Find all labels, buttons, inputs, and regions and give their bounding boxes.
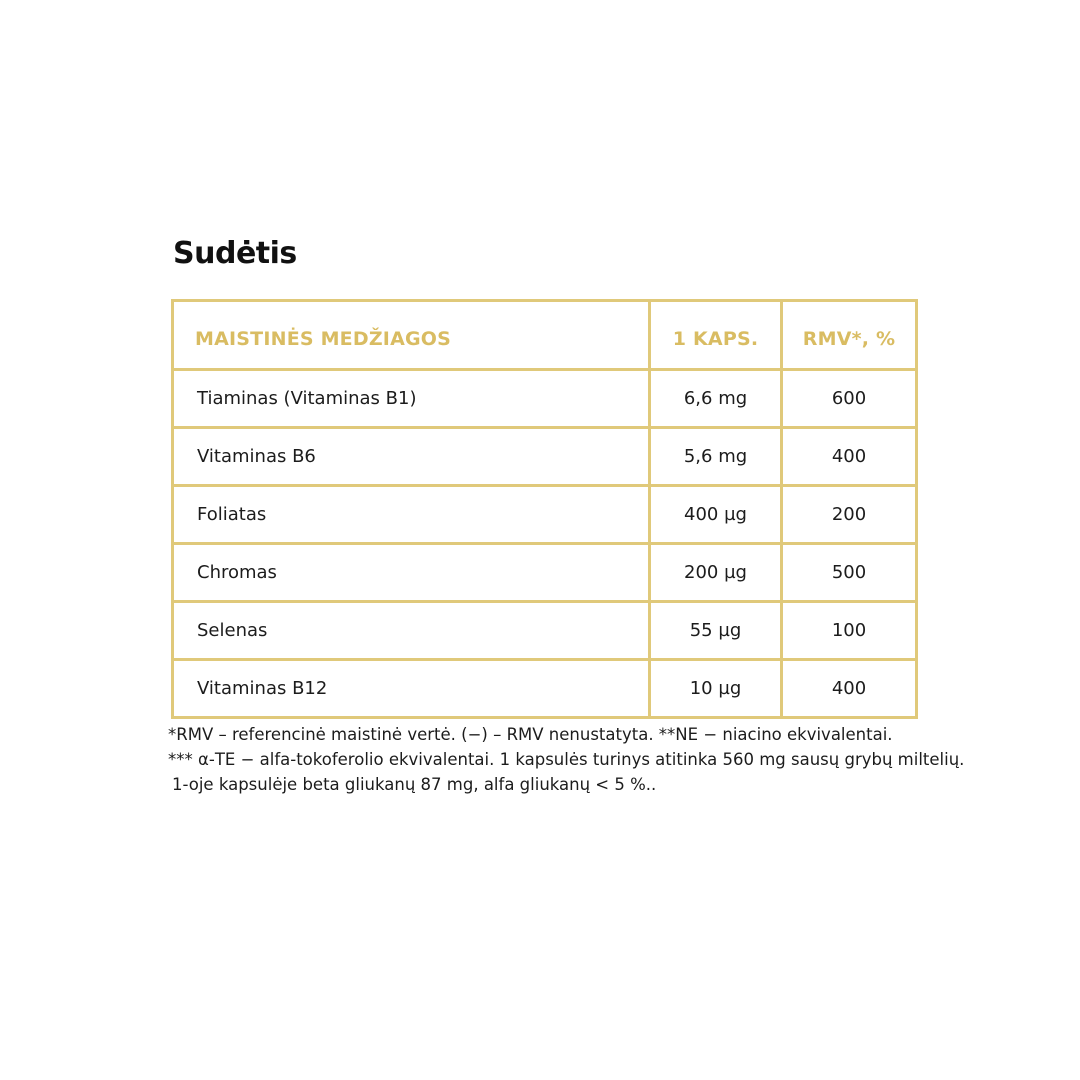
nutrient-name: Vitaminas B6 [173, 428, 650, 486]
nutrient-amount: 5,6 mg [650, 428, 782, 486]
table-body [173, 370, 917, 718]
nutrient-rmv: 400 [782, 660, 917, 718]
nutrition-table [171, 299, 918, 719]
nutrient-rmv: 200 [782, 486, 917, 544]
header-rmv-percent: RMV*, % [782, 301, 917, 370]
table-row [173, 602, 917, 660]
header-nutrients: MAISTINĖS MEDŽIAGOS [173, 301, 650, 370]
table-row [173, 660, 917, 718]
header-row [173, 301, 917, 370]
table-row [173, 544, 917, 602]
nutrient-name: Chromas [173, 544, 650, 602]
nutrient-name: Vitaminas B12 [173, 660, 650, 718]
table-header [173, 301, 917, 370]
nutrient-amount: 6,6 mg [650, 370, 782, 428]
table-row [173, 370, 917, 428]
header-per-capsule: 1 KAPS. [650, 301, 782, 370]
table-row [173, 486, 917, 544]
nutrient-name: Foliatas [173, 486, 650, 544]
footnote-glucans: 1-oje kapsulėje beta gliukanų 87 mg, alfa gliukanų < 5 %.. [172, 775, 657, 794]
nutrient-rmv: 500 [782, 544, 917, 602]
nutrient-rmv: 600 [782, 370, 917, 428]
footnote-alpha-te: *** α-TE − alfa-tokoferolio ekvivalentai. 1 kapsulės turinys atitinka 560 mg sausų grybų miltelių. [168, 750, 965, 769]
page-title: Sudėtis [173, 236, 297, 271]
nutrient-amount: 55 µg [650, 602, 782, 660]
footnotes [168, 722, 968, 797]
nutrient-amount: 10 µg [650, 660, 782, 718]
nutrient-name: Tiaminas (Vitaminas B1) [173, 370, 650, 428]
nutrient-amount: 400 µg [650, 486, 782, 544]
nutrient-amount: 200 µg [650, 544, 782, 602]
table-row [173, 428, 917, 486]
footnote-rmv: *RMV – referencinė maistinė vertė. (−) – RMV nenustatyta. **NE − niacino ekvivalentai. [168, 725, 893, 744]
nutrient-name: Selenas [173, 602, 650, 660]
nutrient-rmv: 100 [782, 602, 917, 660]
nutrient-rmv: 400 [782, 428, 917, 486]
